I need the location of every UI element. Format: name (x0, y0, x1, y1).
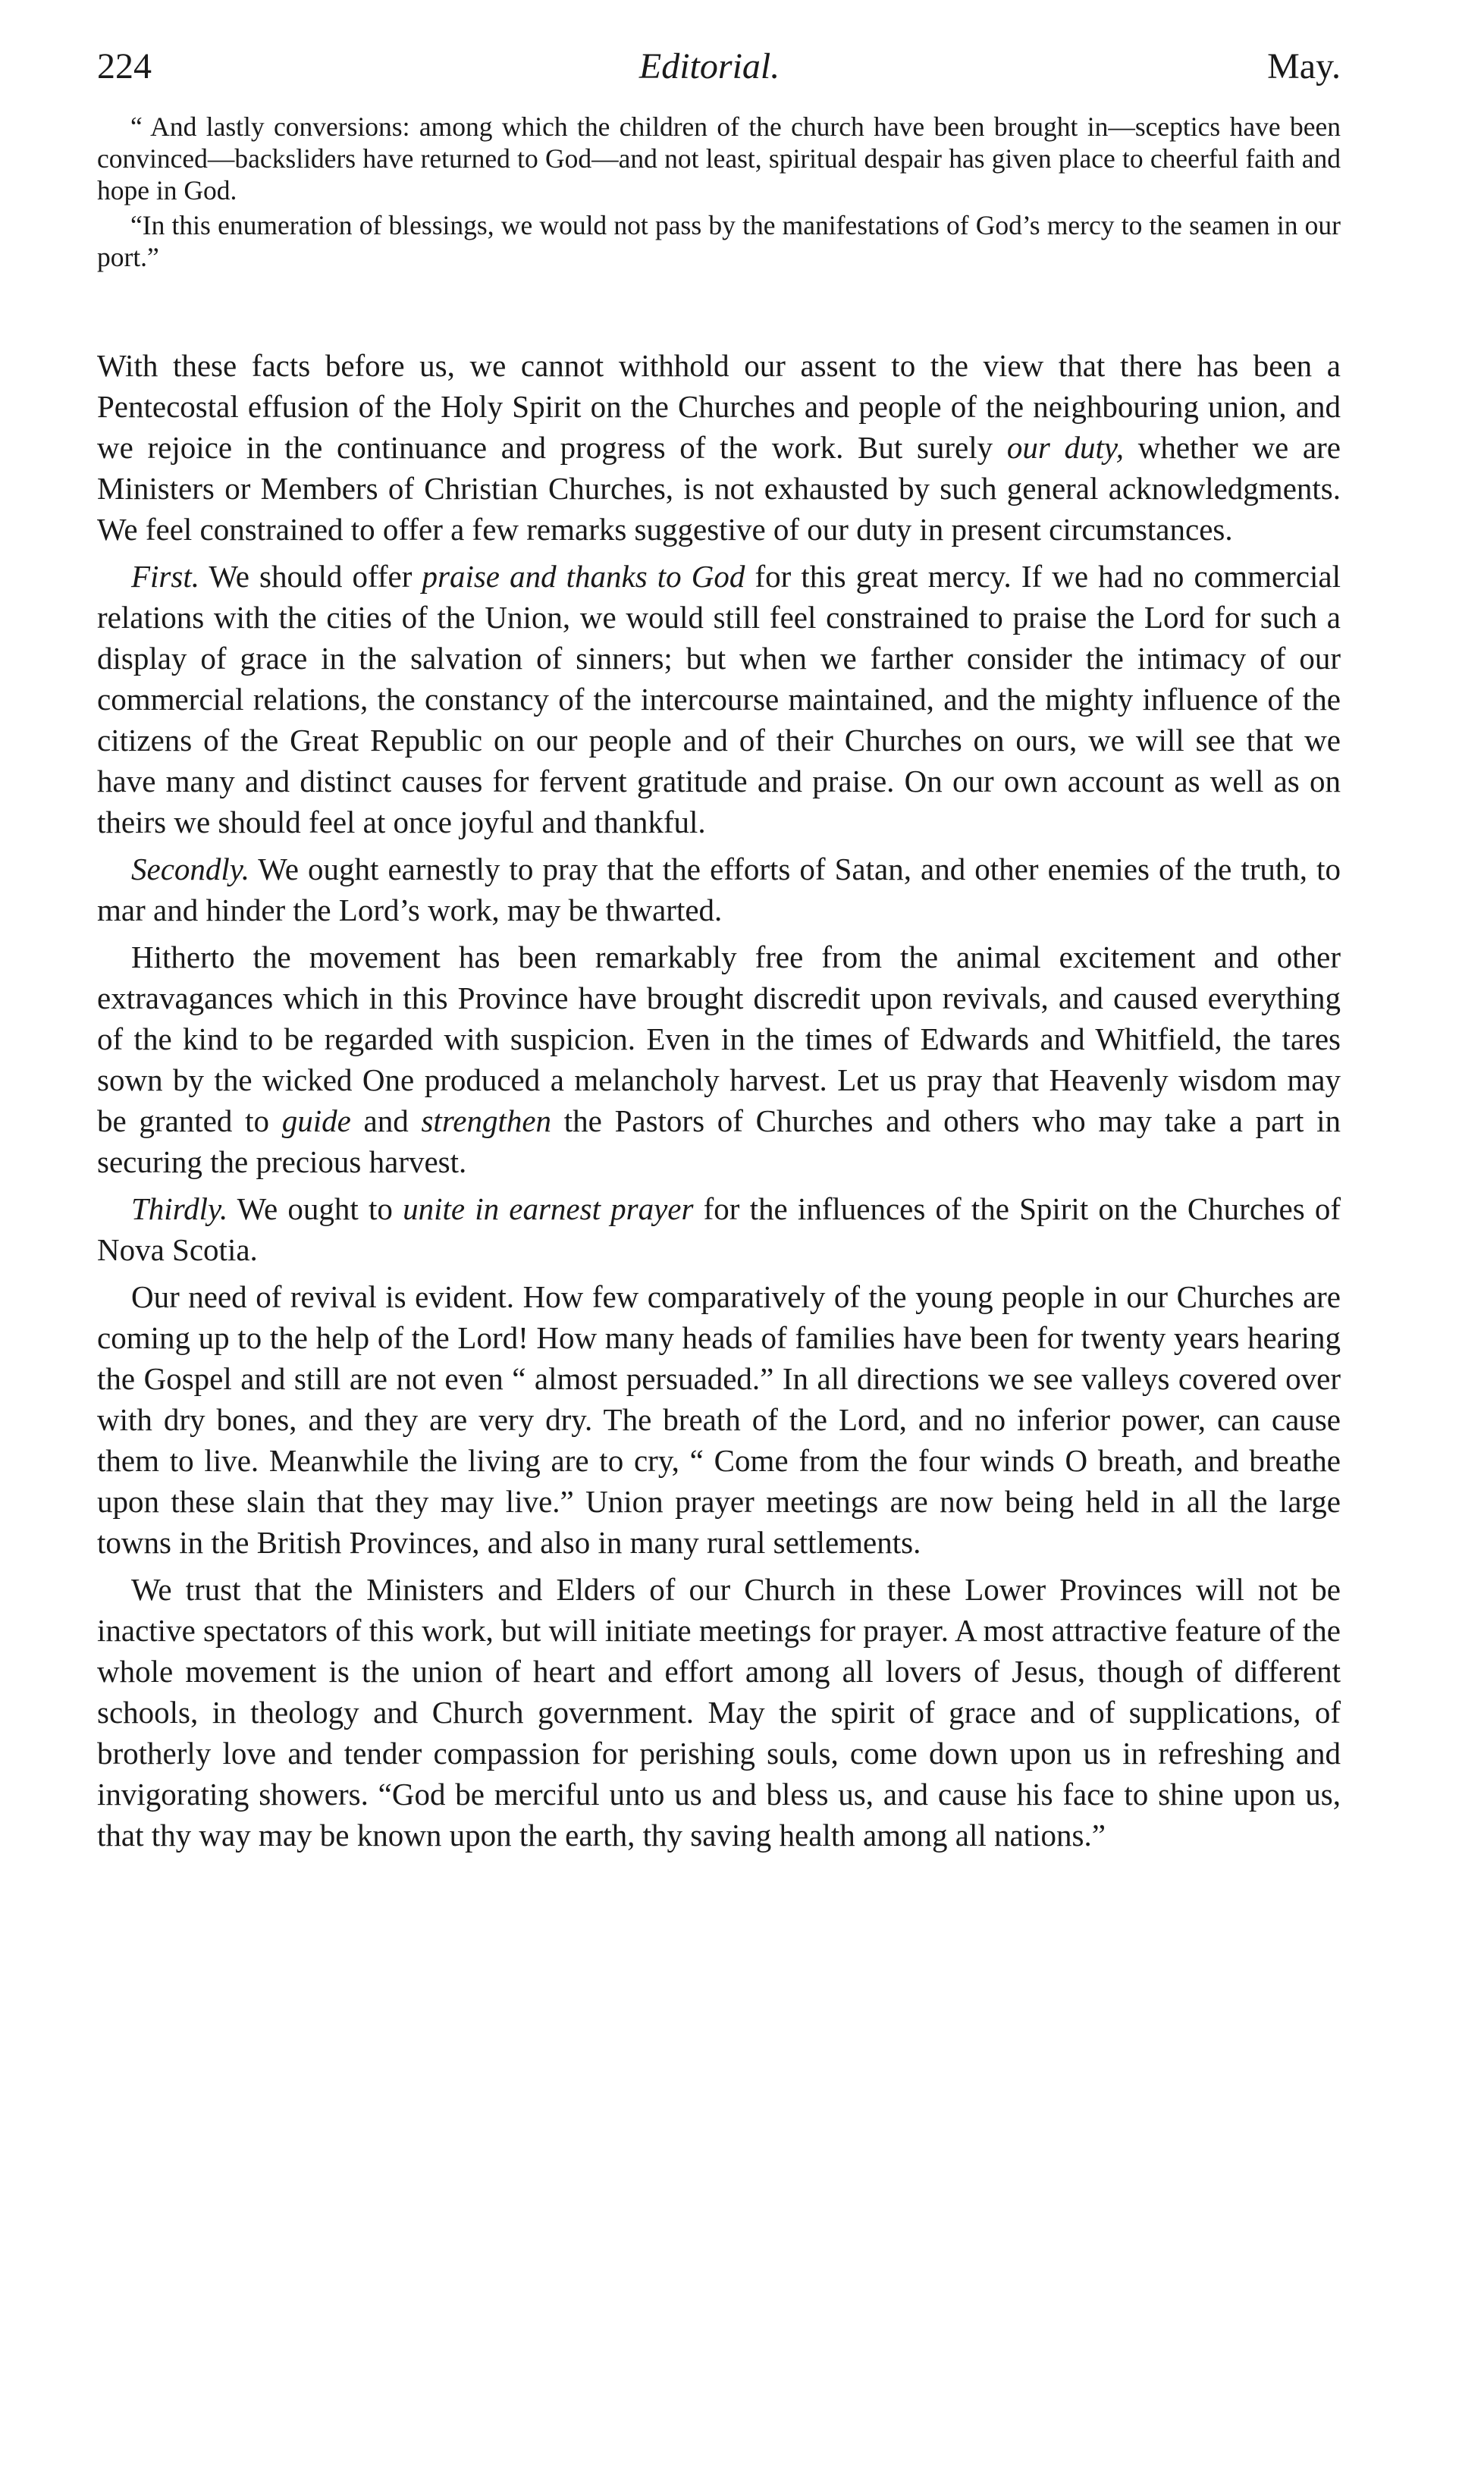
text: Our need of revival is evident. How few comparatively of the young people in our Churches are coming up to the help of the Lord! How many heads of families have been for twenty years hearing the Gospel and still are not even “ almost persuaded.” In all directions we see valleys covered over with dry bones, and they are very dry. The breath of the Lord, and no inferior power, can cause them to live. Meanwhile the living are to cry, “ Come from the four winds O breath, and breathe upon these slain that they may live.” Union prayer meetings are now being held in all the large towns in the British Provinces, and also in many rural settlements. (97, 1279, 1341, 1560)
emphasis: our duty, (1006, 430, 1125, 465)
emphasis: unite in earnest prayer (403, 1191, 694, 1226)
paragraph-lead: Secondly. (131, 852, 249, 886)
text: the Pastors of Churches and others who may take a part in securing the precious harvest. (97, 1103, 1341, 1179)
running-head (97, 45, 1341, 111)
text: With these facts before us, we cannot withhold our assent to the view that there has been a Pentecostal effusion of the Holy Spirit on the Churches and people of the neighbouring union, and we rejoice in the continuance and progress of the work. But surely (97, 348, 1341, 465)
emphasis: guide (281, 1103, 351, 1138)
paragraph-thirdly (97, 1188, 1341, 1270)
page (97, 45, 1341, 1862)
text: for the influences of the Spirit on the Churches of Nova Scotia. (97, 1191, 1341, 1267)
text: We ought to (227, 1191, 403, 1226)
text: for this great mercy. If we had no commercial relations with the cities of the Union, we would still feel constrained to praise the Lord for such a display of grace in the salvation of sinners; but when we farther consider the intimacy of our commercial relations, the constancy of the intercourse maintained, and the mighty influence of the citizens of the Great Republic on our people and of their Churches on ours, we will see that we have many and distinct causes for fervent gratitude and praise. On our own account as well as on theirs we should feel at once joyful and thankful. (97, 559, 1341, 839)
paragraph-lead: Thirdly. (131, 1191, 228, 1226)
paragraph-secondly (97, 849, 1341, 930)
emphasis: strengthen (421, 1103, 552, 1138)
text: We trust that the Ministers and Elders of our Church in these Lower Provinces will not be inactive spectators of this work, but will initiate meetings for prayer. A most attractive feature of the whole movement is the union of heart and effort among all lovers of Jesus, though of different schools, in theology and Church government. May the spirit of grace and of supplications, of brotherly love and tender compassion for perishing souls, come down upon us in refreshing and invigorating showers. “God be merciful unto us and bless us, and cause his face to shine upon us, that thy way may be known upon the earth, thy saving health among all nations.” (97, 1572, 1341, 1853)
section-title: Editorial. (638, 46, 780, 86)
text: We ought earnestly to pray that the efforts of Satan, and other enemies of the truth, to mar and hinder the Lord’s work, may be thwarted. (97, 852, 1341, 927)
quote-paragraph: “In this enumeration of blessings, we would not pass by the manifestations of God’s mercy to the seamen in our port.” (97, 210, 1341, 272)
text: and (350, 1103, 422, 1138)
emphasis: praise and thanks to God (422, 559, 745, 594)
text: whether we are Ministers or Members of Christian Churches, is not exhausted by such general acknowledgments. We feel constrained to offer a few remarks suggestive of our duty in present circumstances. (97, 430, 1341, 547)
paragraph-revival (97, 1276, 1341, 1563)
paragraph-facts (97, 345, 1341, 550)
text: We should offer (199, 559, 422, 594)
quote-paragraph: “ And lastly conversions: among which the children of the church have been brought in—sceptics have been convinced—backsliders have returned to God—and not least, spiritual despair has given place to cheerful faith and hope in God. (97, 111, 1341, 206)
paragraph-first (97, 556, 1341, 842)
paragraph-trust (97, 1569, 1341, 1856)
quoted-passage (97, 111, 1341, 273)
paragraph-hitherto (97, 937, 1341, 1182)
text: Hitherto the movement has been remarkably free from the animal excitement and other extravagances which in this Province have brought discredit upon revivals, and caused everything of the kind to be regarded with suspicion. Even in the times of Edwards and Whitfield, the tares sown by the wicked One produced a melancholy harvest. Let us pray that Heavenly wisdom may be granted to (97, 940, 1341, 1138)
month: May. (1267, 46, 1341, 86)
page-number: 224 (97, 46, 152, 86)
paragraph-lead: First. (131, 559, 199, 594)
